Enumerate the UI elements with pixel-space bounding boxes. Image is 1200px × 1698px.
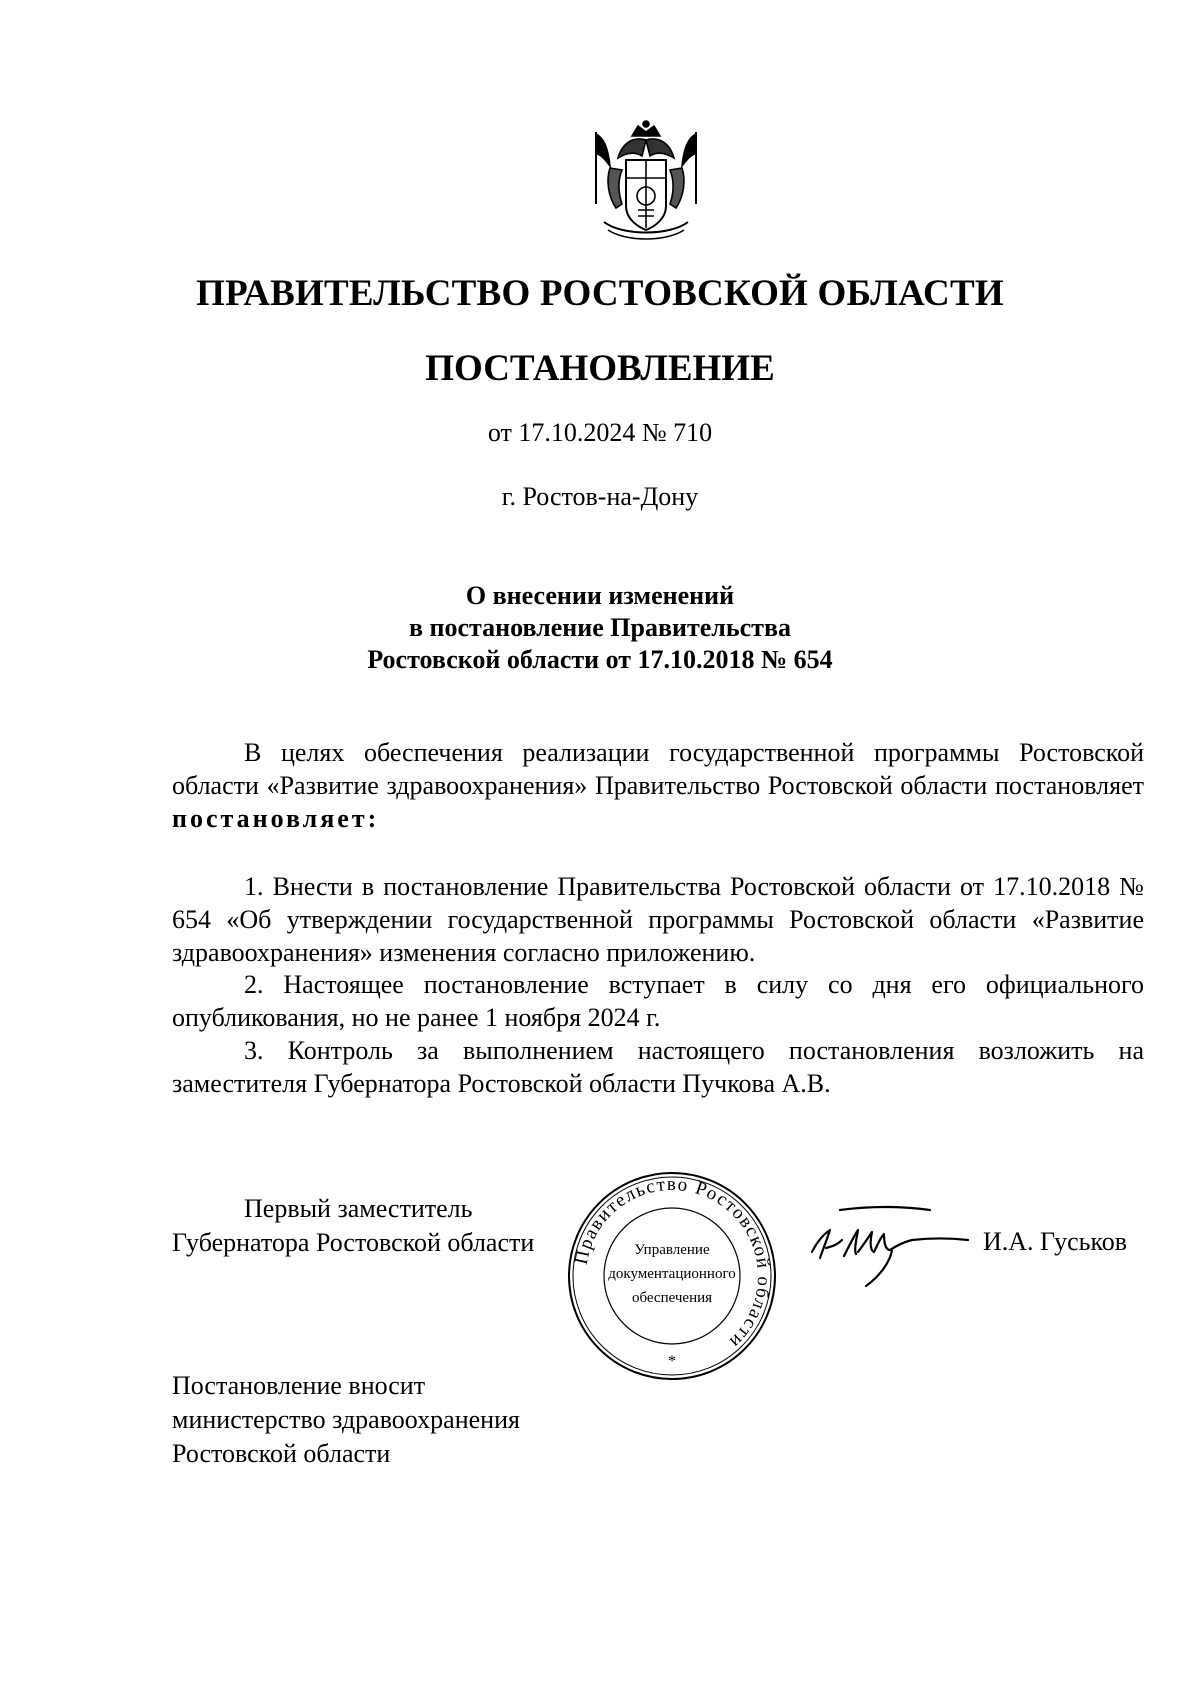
introduced-by-line: министерство здравоохранения	[172, 1405, 520, 1434]
introduced-by-line: Ростовской области	[172, 1439, 391, 1468]
item-3: 3. Контроль за выполнением настоящего постановления возложить на заместителя Губернатора Ростовской области Пучкова А.В.	[172, 1036, 1144, 1098]
introduced-by-block	[172, 1369, 520, 1471]
signatory-position	[172, 1192, 534, 1260]
decision-word: постановляет:	[172, 804, 380, 833]
subject-line: Ростовской области от 17.10.2018 № 654	[367, 645, 833, 674]
signatory-name: И.А. Гуськов	[983, 1227, 1128, 1256]
preamble-paragraph	[172, 736, 1144, 835]
position-line: Губернатора Ростовской области	[172, 1228, 535, 1257]
stamp-inner-line: Управление	[634, 1242, 710, 1258]
item-1: 1. Внести в постановление Правительства Ростовской области от 17.10.2018 № 654 «Об утверждении государственной программы Ростовской области «Развитие здравоохранения» изменения согласно приложению.	[172, 872, 1144, 967]
subject-line: в постановление Правительства	[408, 613, 791, 642]
official-stamp	[566, 1170, 778, 1382]
coat-of-arms-icon	[588, 118, 704, 242]
preamble-pre-word: постановляет	[994, 771, 1144, 800]
organization-title: ПРАВИТЕЛЬСТВО РОСТОВСКОЙ ОБЛАСТИ	[196, 273, 1004, 314]
subject-line: О внесении изменений	[465, 581, 735, 610]
document-date-number: от 17.10.2024 № 710	[487, 418, 713, 447]
item-paragraph	[172, 870, 1144, 969]
document-city: г. Ростов-на-Дону	[501, 482, 699, 511]
item-paragraph	[172, 1034, 1144, 1100]
preamble-text: В целях обеспечения реализации государственной программы Ростовской области «Развитие здравоохранения» Правительство Ростовской области	[172, 738, 1144, 800]
introduced-by-line: Постановление вносит	[172, 1371, 426, 1400]
stamp-outer-text: Правительство Ростовской области	[570, 1173, 775, 1354]
item-2: 2. Настоящее постановление вступает в силу со дня его официального опубликования, но не ранее 1 ноября 2024 г.	[172, 970, 1144, 1032]
stamp-inner-line: обеспечения	[631, 1290, 713, 1306]
position-line: Первый заместитель	[244, 1194, 473, 1223]
item-paragraph	[172, 968, 1144, 1034]
handwritten-signature	[800, 1200, 980, 1290]
document-subject	[0, 580, 1200, 676]
stamp-inner-line: документационного	[608, 1266, 736, 1282]
document-type-title: ПОСТАНОВЛЕНИЕ	[425, 348, 775, 389]
stamp-star: *	[668, 1353, 676, 1370]
